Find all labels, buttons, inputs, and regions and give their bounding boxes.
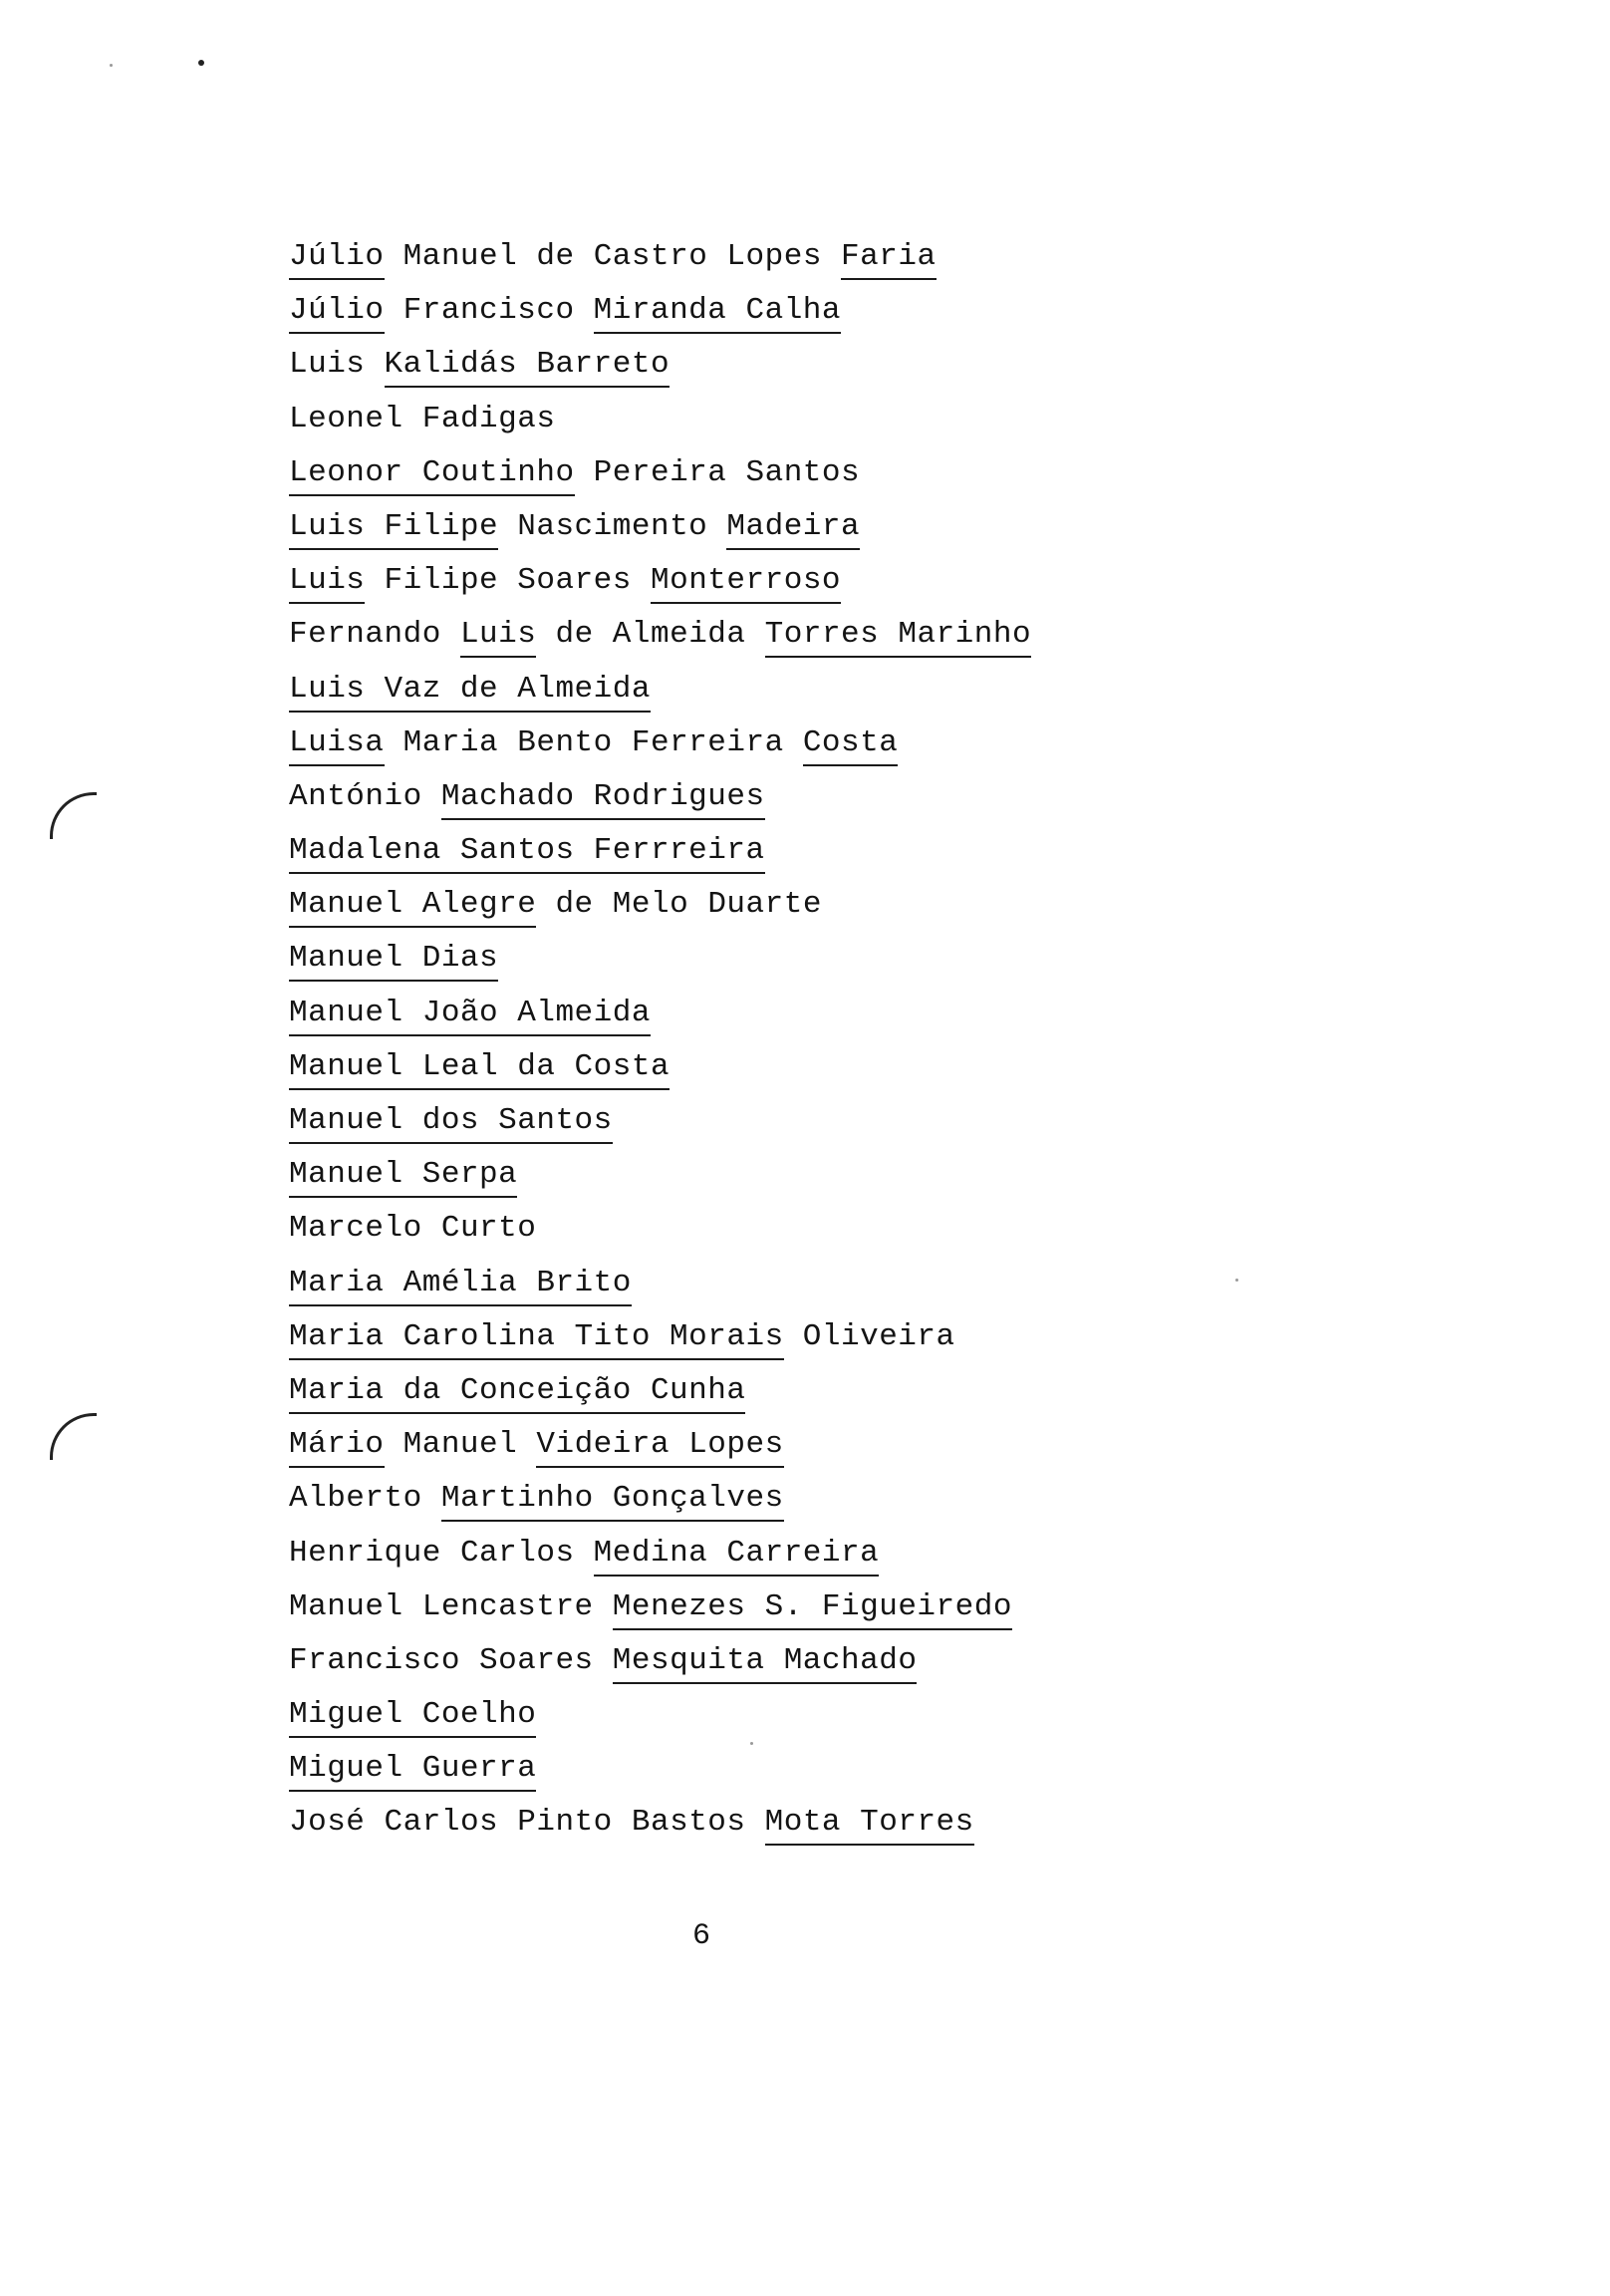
name-part: de [555,887,594,923]
underlined-name-part: Costa [803,725,899,766]
name-line [289,293,1435,347]
name-part: Duarte [707,887,822,923]
underlined-name-part: Luis Vaz de Almeida [289,672,651,713]
name-line [289,1427,1435,1481]
names-list [289,239,1435,1860]
name-line [289,1373,1435,1427]
name-part: Castro [593,239,708,274]
underlined-name-part: Maria da Conceição Cunha [289,1373,745,1414]
name-part: Soares [479,1642,594,1678]
scan-speck [750,1742,753,1745]
underlined-name-part: Leonor Coutinho [289,455,575,496]
name-line [289,1751,1435,1805]
name-part: Fernando [289,617,441,653]
name-part: Luis [289,347,366,383]
name-part: Alberto [289,1481,422,1517]
name-line [289,1266,1435,1319]
name-part: Bento [517,724,613,760]
page-number: 6 [692,1919,711,1953]
name-line [289,239,1435,293]
underlined-name-part: Martinho Gonçalves [441,1481,784,1522]
name-part: Francisco [289,1642,460,1678]
name-part: Bastos [631,1805,746,1841]
name-part: Henrique [289,1535,441,1571]
name-line [289,1805,1435,1859]
underlined-name-part: Miranda Calha [594,293,841,334]
name-part: Carlos [459,1535,575,1571]
name-line [289,1211,1435,1265]
name-line [289,1103,1435,1157]
name-part: Manuel [402,1427,518,1463]
name-line [289,996,1435,1049]
name-line [289,1589,1435,1643]
underlined-name-part: Manuel Leal da Costa [289,1049,670,1090]
underlined-name-part: Mesquita Machado [613,1643,918,1684]
underlined-name-part: Manuel Dias [289,941,498,982]
underlined-name-part: Kalidás Barreto [385,347,671,388]
underlined-name-part: Miguel Coelho [289,1697,536,1738]
name-part: Fadigas [421,401,556,436]
name-line [289,1481,1435,1535]
name-part: Soares [517,563,632,599]
name-part: Santos [745,454,861,490]
underlined-name-part: Mota Torres [765,1805,974,1846]
underlined-name-part: Júlio [289,293,385,334]
scan-speck [110,64,113,67]
name-part: de [536,239,575,274]
name-part: Leonel [289,401,403,436]
underlined-name-part: Maria Carolina Tito Morais [289,1319,784,1360]
underlined-name-part: Luisa [289,725,385,766]
name-part: Nascimento [517,508,708,544]
underlined-name-part: Faria [841,239,937,280]
underlined-name-part: Machado Rodrigues [441,779,765,820]
name-part: Francisco [402,293,575,329]
name-part: Filipe [384,563,499,599]
underlined-name-part: Luis Filipe [289,509,498,550]
name-part: Almeida [612,617,746,653]
name-part: Manuel [289,1588,403,1624]
underlined-name-part: Torres Marinho [765,617,1031,658]
name-line [289,617,1435,671]
name-line [289,347,1435,401]
name-line [289,941,1435,995]
name-part: Marcelo [289,1211,422,1247]
name-line [289,402,1435,455]
underlined-name-part: Miguel Guerra [289,1751,536,1792]
name-line [289,833,1435,887]
name-part: Lencastre [421,1588,594,1624]
scan-dot [198,60,204,66]
name-part: Lopes [726,239,822,274]
punch-mark [50,792,97,839]
name-part: Curto [440,1211,537,1247]
underlined-name-part: Maria Amélia Brito [289,1266,632,1306]
underlined-name-part: Luis [460,617,536,658]
name-line [289,563,1435,617]
name-part: Carlos [384,1805,499,1841]
underlined-name-part: Manuel dos Santos [289,1103,613,1144]
name-line [289,509,1435,563]
name-part: Manuel [402,239,518,274]
name-line [289,1536,1435,1589]
name-part: António [289,778,422,814]
name-part: Oliveira [802,1318,955,1354]
underlined-name-part: Medina Carreira [594,1536,880,1577]
name-line [289,1049,1435,1103]
name-line [289,1157,1435,1211]
name-line [289,455,1435,509]
name-part: Maria [402,724,499,760]
scan-speck [1235,1279,1238,1282]
name-line [289,725,1435,779]
name-part: Melo [612,887,689,923]
underlined-name-part: Manuel Serpa [289,1157,517,1198]
name-part: José [289,1805,366,1841]
name-part: de [555,617,594,653]
underlined-name-part: Monterroso [651,563,841,604]
name-line [289,1697,1435,1751]
underlined-name-part: Videira Lopes [536,1427,783,1468]
name-part: Ferreira [631,724,784,760]
punch-mark [50,1413,97,1460]
name-line [289,887,1435,941]
underlined-name-part: Manuel Alegre [289,887,536,928]
underlined-name-part: Júlio [289,239,385,280]
name-part: Pereira [593,454,727,490]
name-part: Pinto [517,1805,613,1841]
name-line [289,779,1435,833]
underlined-name-part: Menezes S. Figueiredo [613,1589,1012,1630]
underlined-name-part: Mário [289,1427,385,1468]
underlined-name-part: Manuel João Almeida [289,996,651,1036]
name-line [289,672,1435,725]
underlined-name-part: Madeira [726,509,860,550]
underlined-name-part: Madalena Santos Ferrreira [289,833,765,874]
name-line [289,1319,1435,1373]
name-line [289,1643,1435,1697]
underlined-name-part: Luis [289,563,365,604]
